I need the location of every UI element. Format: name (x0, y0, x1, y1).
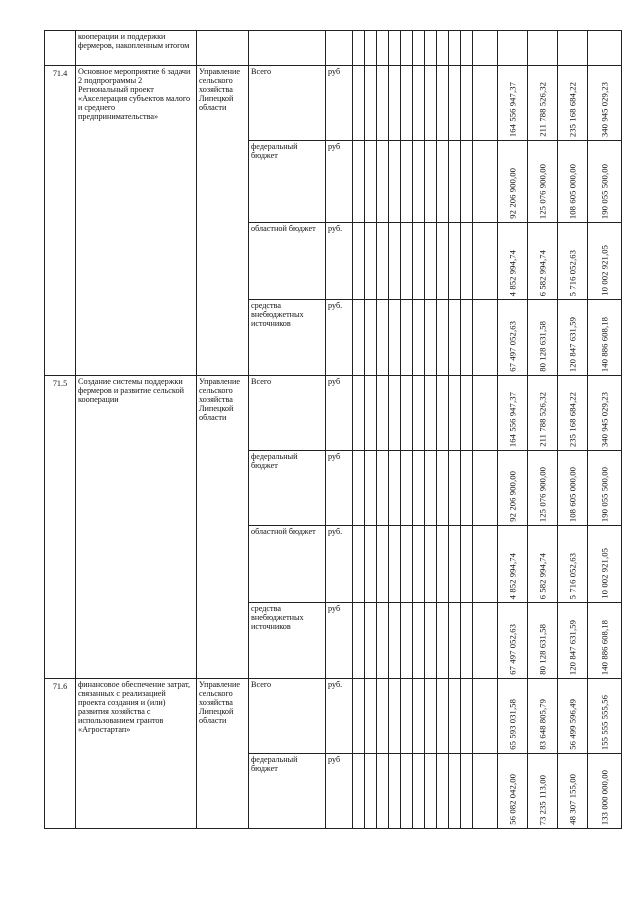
empty-year-cell (413, 66, 425, 141)
empty-year-cell (365, 603, 377, 679)
amount-cell (588, 603, 622, 679)
empty-year-cell (413, 300, 425, 376)
empty-year-cell (365, 754, 377, 829)
amount-cell (558, 376, 588, 451)
empty-year-cell (425, 679, 437, 754)
unit-cell: руб. (326, 300, 353, 376)
empty-year-cell (389, 526, 401, 603)
amount-cell (588, 679, 622, 754)
empty-year-cell (353, 141, 365, 223)
empty-year-cell (353, 376, 365, 451)
empty-year-cell (401, 66, 413, 141)
empty-year-cell (461, 603, 473, 679)
empty-year-cell (353, 451, 365, 526)
amount-value: 56 082 042,00 (507, 774, 517, 825)
empty-year-cell (461, 451, 473, 526)
empty-year-cell (461, 300, 473, 376)
amount-value: 164 556 947,37 (507, 391, 517, 447)
unit-cell: руб (326, 376, 353, 451)
empty-year-cell (389, 451, 401, 526)
row-number-cell: 71.6 (45, 679, 76, 829)
empty-year-cell (437, 141, 449, 223)
amount-value: 108 605 000,00 (567, 466, 577, 522)
activity-name-cell: Создание системы поддержки фермеров и развитие сельской кооперации (76, 376, 197, 679)
amount-value: 140 886 608,18 (599, 316, 609, 372)
amount-value: 155 555 555,56 (599, 694, 609, 750)
empty-year-cell (401, 451, 413, 526)
amount-value: 164 556 947,37 (507, 81, 517, 137)
amount-cell (588, 223, 622, 300)
funding-source-cell: федеральный бюджет (249, 754, 326, 829)
empty-year-cell (401, 603, 413, 679)
budget-table (44, 30, 622, 829)
amount-cell (558, 754, 588, 829)
empty-year-cell (377, 754, 389, 829)
amount-cell (558, 66, 588, 141)
table-row (45, 679, 622, 754)
unit-cell: руб (326, 66, 353, 141)
empty-year-cell (377, 141, 389, 223)
empty-year-cell (473, 754, 498, 829)
empty-year-cell (389, 141, 401, 223)
amount-value: 56 499 596,49 (567, 699, 577, 750)
empty-year-cell (353, 754, 365, 829)
amount-cell (528, 526, 558, 603)
amount-cell (498, 603, 528, 679)
empty-year-cell (389, 376, 401, 451)
amount-value: 125 076 900,00 (537, 466, 547, 522)
empty-year-cell (365, 526, 377, 603)
empty-year-cell (353, 300, 365, 376)
amount-value: 125 076 900,00 (537, 163, 547, 219)
amount-cell (498, 754, 528, 829)
amount-cell (498, 451, 528, 526)
empty-year-cell (401, 300, 413, 376)
amount-value: 10 002 921,05 (599, 245, 609, 296)
empty-year-cell (449, 603, 461, 679)
amount-cell (498, 679, 528, 754)
empty-year-cell (425, 223, 437, 300)
amount-cell (588, 300, 622, 376)
amount-value: 80 128 631,58 (537, 624, 547, 675)
unit-cell: руб. (326, 223, 353, 300)
empty-year-cell (377, 451, 389, 526)
empty-year-cell (365, 300, 377, 376)
empty-year-cell (425, 300, 437, 376)
amount-cell (528, 376, 558, 451)
amount-value: 190 055 500,00 (599, 466, 609, 522)
amount-value: 211 788 526,32 (537, 82, 547, 137)
empty-year-cell (449, 66, 461, 141)
empty-year-cell (437, 451, 449, 526)
empty-year-cell (473, 223, 498, 300)
empty-year-cell (473, 141, 498, 223)
amount-value: 6 582 994,74 (537, 249, 547, 296)
empty-year-cell (389, 754, 401, 829)
empty-year-cell (389, 679, 401, 754)
empty-year-cell (377, 526, 389, 603)
empty-year-cell (437, 66, 449, 141)
empty-year-cell (473, 300, 498, 376)
empty-year-cell (473, 603, 498, 679)
amount-cell (528, 754, 558, 829)
empty-year-cell (389, 66, 401, 141)
amount-value: 120 847 631,59 (567, 619, 577, 675)
empty-year-cell (413, 754, 425, 829)
amount-cell (588, 754, 622, 829)
funding-source-cell: средства внебюджетных источников (249, 603, 326, 679)
amount-value: 5 716 052,63 (567, 249, 577, 296)
unit-cell: руб (326, 603, 353, 679)
empty-year-cell (437, 223, 449, 300)
empty-year-cell (437, 754, 449, 829)
empty-year-cell (437, 376, 449, 451)
amount-cell (558, 526, 588, 603)
funding-source-cell: Всего (249, 376, 326, 451)
amount-cell (588, 376, 622, 451)
amount-value: 65 593 031,58 (507, 699, 517, 750)
empty-year-cell (353, 603, 365, 679)
amount-value: 140 886 608,18 (599, 619, 609, 675)
amount-cell (558, 300, 588, 376)
funding-source-cell: Всего (249, 679, 326, 754)
empty-year-cell (413, 679, 425, 754)
empty-year-cell (461, 376, 473, 451)
table-row (45, 66, 622, 141)
empty-year-cell (461, 141, 473, 223)
amount-value: 73 235 113,00 (537, 774, 547, 825)
amount-value: 133 000 000,00 (599, 769, 609, 825)
activity-name-cell: кооперации и поддержки фермеров, накопленным итогом (76, 31, 197, 66)
amount-cell (528, 223, 558, 300)
empty-year-cell (401, 679, 413, 754)
funding-source-cell: областной бюджет (249, 526, 326, 603)
amount-value: 92 206 900,00 (507, 471, 517, 522)
amount-value: 48 307 155,00 (567, 774, 577, 825)
empty-year-cell (389, 603, 401, 679)
amount-value: 4 852 994,74 (507, 552, 517, 599)
row-number-cell: 71.4 (45, 66, 76, 376)
empty-year-cell (353, 223, 365, 300)
amount-cell (558, 451, 588, 526)
amount-value: 340 945 029,23 (599, 391, 609, 447)
empty-year-cell (377, 603, 389, 679)
empty-year-cell (449, 300, 461, 376)
amount-value: 4 852 994,74 (507, 249, 517, 296)
empty-year-cell (461, 526, 473, 603)
empty-year-cell (401, 223, 413, 300)
amount-value: 67 497 052,63 (507, 321, 517, 372)
amount-cell (498, 376, 528, 451)
amount-value: 10 002 921,05 (599, 548, 609, 599)
empty-year-cell (425, 141, 437, 223)
empty-year-cell (449, 754, 461, 829)
amount-cell (528, 679, 558, 754)
funding-source-cell: Всего (249, 66, 326, 141)
empty-year-cell (365, 141, 377, 223)
empty-year-cell (413, 141, 425, 223)
amount-value: 67 497 052,63 (507, 624, 517, 675)
amount-cell (558, 141, 588, 223)
empty-year-cell (449, 376, 461, 451)
empty-year-cell (413, 603, 425, 679)
executor-cell (197, 31, 249, 66)
empty-year-cell (449, 223, 461, 300)
empty-year-cell (365, 679, 377, 754)
empty-year-cell (437, 526, 449, 603)
source-cell (249, 31, 326, 66)
empty-year-cell (437, 300, 449, 376)
amount-cell (558, 679, 588, 754)
amount-value: 92 206 900,00 (507, 168, 517, 219)
amount-cell (498, 141, 528, 223)
activity-name-cell: Основное мероприятие 6 задачи 2 подпрограммы 2 Региональный проект «Акселерация субъектов малого и среднего предпринимательства» (76, 66, 197, 376)
empty-year-cell (425, 754, 437, 829)
empty-year-cell (413, 223, 425, 300)
unit-cell: руб. (326, 526, 353, 603)
funding-source-cell: областной бюджет (249, 223, 326, 300)
amount-cell (588, 141, 622, 223)
empty-year-cell (377, 66, 389, 141)
empty-year-cell (365, 223, 377, 300)
amount-value: 5 716 052,63 (567, 552, 577, 599)
amount-value: 190 055 500,00 (599, 163, 609, 219)
empty-year-cell (425, 376, 437, 451)
funding-source-cell: федеральный бюджет (249, 451, 326, 526)
empty-year-cell (473, 376, 498, 451)
funding-source-cell: средства внебюджетных источников (249, 300, 326, 376)
amount-cell (588, 526, 622, 603)
empty-year-cell (377, 223, 389, 300)
empty-year-cell (425, 66, 437, 141)
empty-year-cell (473, 679, 498, 754)
amount-cell (498, 526, 528, 603)
amount-cell (528, 603, 558, 679)
amount-cell (558, 603, 588, 679)
amount-value: 211 788 526,32 (537, 392, 547, 447)
amount-value: 340 945 029,23 (599, 81, 609, 137)
amount-value: 108 605 000,00 (567, 163, 577, 219)
amount-cell (588, 66, 622, 141)
empty-year-cell (365, 451, 377, 526)
empty-year-cell (401, 754, 413, 829)
amount-value: 80 128 631,58 (537, 321, 547, 372)
empty-year-cell (353, 526, 365, 603)
empty-year-cell (461, 754, 473, 829)
row-number-cell (45, 31, 76, 66)
amount-cell (498, 66, 528, 141)
amount-value: 120 847 631,59 (567, 316, 577, 372)
empty-year-cell (353, 679, 365, 754)
empty-year-cell (413, 376, 425, 451)
empty-year-cell (461, 679, 473, 754)
empty-year-cell (401, 141, 413, 223)
amount-value: 235 168 684,22 (567, 391, 577, 447)
amount-cell (528, 451, 558, 526)
empty-year-cell (353, 66, 365, 141)
continuation-row (45, 31, 622, 66)
empty-year-cell (449, 141, 461, 223)
empty-year-cell (461, 66, 473, 141)
amount-value: 6 582 994,74 (537, 552, 547, 599)
empty-year-cell (413, 526, 425, 603)
unit-cell: руб (326, 141, 353, 223)
empty-year-cell (461, 223, 473, 300)
empty-year-cell (473, 526, 498, 603)
empty-year-cell (425, 603, 437, 679)
amount-cell (558, 223, 588, 300)
empty-year-cell (389, 223, 401, 300)
empty-year-cell (425, 526, 437, 603)
funding-source-cell: федеральный бюджет (249, 141, 326, 223)
empty-year-cell (401, 526, 413, 603)
row-number-cell: 71.5 (45, 376, 76, 679)
table-row (45, 376, 622, 451)
empty-year-cell (365, 376, 377, 451)
empty-year-cell (425, 451, 437, 526)
executor-cell: Управление сельского хозяйства Липецкой области (197, 66, 249, 376)
empty-year-cell (377, 300, 389, 376)
empty-year-cell (437, 679, 449, 754)
empty-year-cell (377, 376, 389, 451)
unit-cell: руб (326, 451, 353, 526)
amount-cell (528, 66, 558, 141)
executor-cell: Управление сельского хозяйства Липецкой области (197, 679, 249, 829)
amount-cell (528, 300, 558, 376)
empty-year-cell (389, 300, 401, 376)
amount-cell (498, 223, 528, 300)
activity-name-cell: финансовое обеспечение затрат, связанных с реализацией проекта создания и (или) развития хозяйства с использованием грантов «Агростартап» (76, 679, 197, 829)
empty-year-cell (449, 679, 461, 754)
executor-cell: Управление сельского хозяйства Липецкой области (197, 376, 249, 679)
amount-value: 83 648 805,79 (537, 699, 547, 750)
unit-cell: руб (326, 754, 353, 829)
empty-year-cell (377, 679, 389, 754)
empty-year-cell (473, 451, 498, 526)
empty-year-cell (413, 451, 425, 526)
empty-year-cell (449, 526, 461, 603)
empty-year-cell (401, 376, 413, 451)
amount-cell (588, 451, 622, 526)
empty-year-cell (365, 66, 377, 141)
amount-cell (528, 141, 558, 223)
unit-cell: руб. (326, 679, 353, 754)
empty-year-cell (437, 603, 449, 679)
amount-cell (498, 300, 528, 376)
amount-value: 235 168 684,22 (567, 81, 577, 137)
empty-year-cell (473, 66, 498, 141)
empty-year-cell (449, 451, 461, 526)
